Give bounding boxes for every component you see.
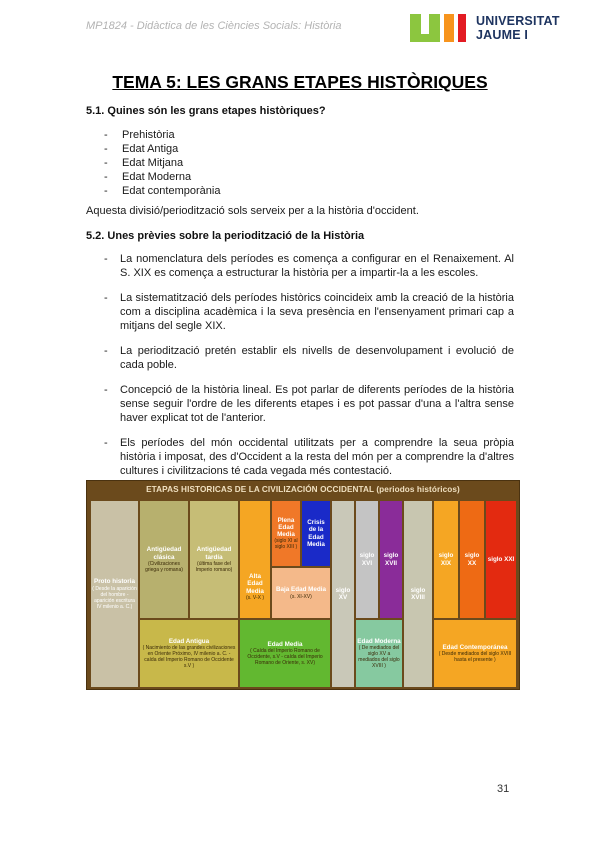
list-item: - La nomenclatura dels períodes es comença a configurar en el Renaixement. Al S. XIX es comença a estructurar la història per a impartir-la a les escoles.: [104, 252, 514, 280]
cell-label: Baja Edad Media: [275, 586, 327, 594]
periodization-list: [104, 252, 514, 489]
cell-label: siglo XX: [464, 552, 480, 567]
logo-wordmark: [476, 14, 560, 42]
uji-logo-mark: [410, 14, 470, 42]
cell-label: Proto historia: [94, 578, 135, 586]
list-item: - Edat contemporània: [104, 184, 220, 198]
cell-edad-antigua: [140, 620, 238, 687]
cell-sub: (s. XI-XV): [290, 593, 312, 600]
cell-siglo-xviii: [404, 501, 432, 687]
page-number: 31: [497, 783, 510, 795]
cell-label: siglo XVIII: [410, 586, 426, 601]
cell-label: Antigüedad tardía: [196, 546, 232, 561]
cell-label: Plena Edad Media: [277, 516, 295, 539]
historical-stages-chart: [86, 480, 520, 690]
list-item: - Edat Mitjana: [104, 156, 220, 170]
cell-label: Edad Antigua: [168, 637, 210, 645]
cell-edad-moderna: [356, 620, 402, 687]
cell-siglo-xxi: [486, 501, 516, 618]
cell-label: siglo XXI: [487, 555, 515, 563]
cell-sub: ( De mediados del siglo XV a mediados del siglo XVIII ): [358, 645, 400, 670]
list-item: - Edat Moderna: [104, 170, 220, 184]
list-item: - Prehistòria: [104, 128, 220, 142]
cell-sub: ( Desde mediados del siglo XVIII hasta el presente ): [438, 651, 512, 664]
cell-label: Alta Edad Media: [246, 573, 264, 595]
cell-edad-media: [240, 620, 330, 687]
section-2-heading: 5.2. Unes prèvies sobre la periodització de la Història: [86, 230, 365, 242]
cell-sub: ( Nacimiento de las grandes civilizaciones en Oriente Próximo, IV milenio a. C. - caída del Imperio Romano de Occidente s.V ): [142, 645, 236, 670]
logo-j: [444, 14, 454, 42]
stages-list: [104, 128, 220, 198]
list-item: - Concepció de la història lineal. Es pot parlar de diferents períodes de la història sense seguir l'ordre de les diferents etapes i es pot passar d'una a l'altra sense haver explicat tot de l'anterior.: [104, 383, 514, 425]
list-item: - La sistematització dels períodes històrics coincideix amb la creació de la història com a disciplina acadèmica i la seva presència en l'ensenyament primari cap a mitjans del segle XIX.: [104, 291, 514, 333]
cell-label: Edad Moderna: [357, 637, 401, 645]
chart-title: ETAPAS HISTORICAS DE LA CIVILIZACIÓN OCCIDENTAL (periodos históricos): [146, 485, 460, 494]
cell-sub: ( Desde la aparición del hombre - aparición escritura IV milenio a. C.): [92, 585, 137, 610]
cell-label: Edad Media: [267, 640, 303, 648]
running-header: MP1824 - Didàctica de les Ciències Socials: Història: [86, 20, 342, 32]
logo-u-right: [429, 14, 440, 42]
cell-siglo-xvii: [380, 501, 402, 618]
cell-siglo-xv: [332, 501, 354, 687]
cell-protohistoria: [91, 501, 138, 687]
cell-label: Antigüedad clásica: [146, 546, 182, 561]
page-title: TEMA 5: LES GRANS ETAPES HISTÒRIQUES: [112, 72, 488, 92]
cell-sub: (s. V-X ): [245, 594, 265, 601]
cell-label: siglo XV: [335, 586, 351, 601]
cell-siglo-xx: [460, 501, 484, 618]
cell-siglo-xix: [434, 501, 458, 618]
list-item: - Els períodes del món occidental utilitzats per a comprendre la seua pròpia història i imposat, des d'Occident a la resta del món per a comprendre la d'altres cultures i civilitzacions té cada vegada més contestació.: [104, 436, 514, 478]
cell-alta-edad-media: [240, 501, 270, 618]
logo-line-1: UNIVERSITAT: [476, 14, 560, 28]
cell-label: siglo XVII: [383, 552, 399, 567]
cell-antiguedad-tardia: [190, 501, 238, 618]
cell-sub: (Civilizaciones griega y romana): [145, 560, 183, 573]
cell-siglo-xvi: [356, 501, 378, 618]
section-1-note: Aquesta divisió/periodització sols serveix per a la història d'occident.: [86, 205, 419, 217]
cell-plena-edad-media: [272, 501, 300, 566]
cell-label: Crisis de la Edad Media: [307, 518, 325, 548]
cell-edad-contemporanea: [434, 620, 516, 687]
logo-line-2: JAUME I: [476, 28, 529, 42]
cell-sub: (siglo XI al siglo XIII ): [274, 538, 298, 551]
list-item: - Edat Antiga: [104, 142, 220, 156]
cell-label: Edad Contemporánea: [442, 643, 508, 651]
logo-i: [458, 14, 466, 42]
cell-label: siglo XVI: [359, 552, 375, 567]
cell-crisis-edad-media: [302, 501, 330, 566]
cell-baja-edad-media: [272, 568, 330, 618]
cell-label: siglo XIX: [438, 552, 454, 567]
university-logo: [410, 12, 560, 46]
section-1-heading: 5.1. Quines són les grans etapes històriques?: [86, 105, 326, 117]
cell-sub: (última fase del Imperio romano): [195, 560, 233, 573]
cell-antiguedad-clasica: [140, 501, 188, 618]
list-item: - La periodització pretén establir els nivells de desenvolupament i evolució de cada poble.: [104, 344, 514, 372]
cell-sub: ( Caída del Imperio Romano de Occidente, s.V - caída del Imperio Romano de Oriente, s. XV): [247, 648, 323, 667]
